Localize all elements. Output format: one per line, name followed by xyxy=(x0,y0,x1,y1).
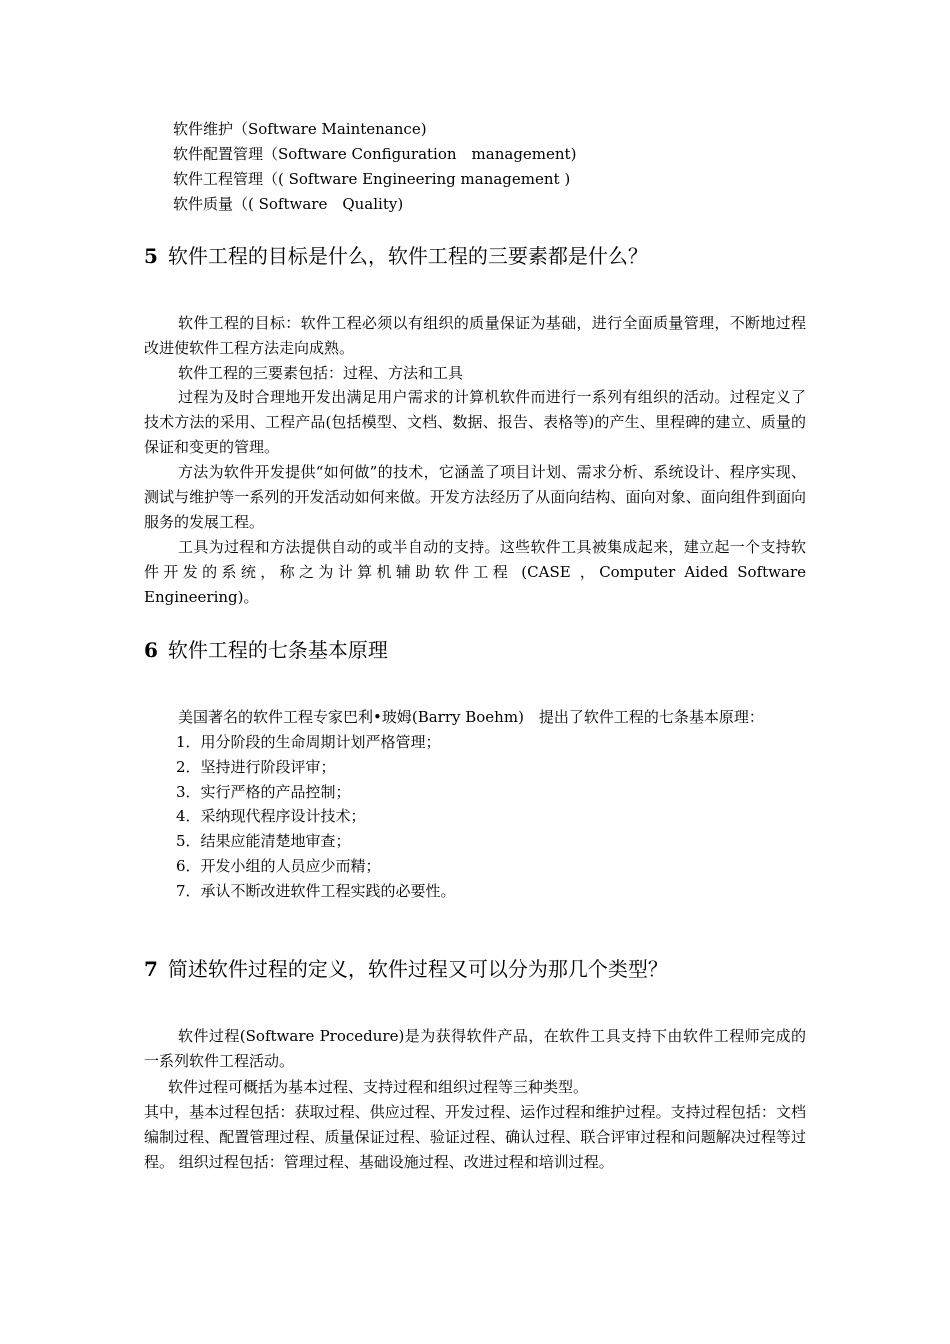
section-number: 6 xyxy=(144,638,158,662)
section-number: 5 xyxy=(144,244,158,268)
paragraph: 其中，基本过程包括：获取过程、供应过程、开发过程、运作过程和维护过程。支持过程包括：文档编制过程、配置管理过程、质量保证过程、验证过程、确认过程、联合评审过程和问题解决过程等过程。 组织过程包括：管理过程、基础设施过程、改进过程和培训过程。 xyxy=(144,1103,806,1171)
paragraph: 美国著名的软件工程专家巴利•玻姆(Barry Boehm) 提出了软件工程的七条基本原理： xyxy=(178,708,764,726)
section-6-heading xyxy=(144,637,388,663)
list-item: 6．开发小组的人员应少而精； xyxy=(176,857,381,875)
list-item: 1．用分阶段的生命周期计划严格管理； xyxy=(176,733,441,751)
list-item: 5．结果应能清楚地审查； xyxy=(176,832,351,850)
paragraph: 方法为软件开发提供“如何做”的技术，它涵盖了项目计划、需求分析、系统设计、程序实现、测试与维护等一系列的开发活动如何来做。开发方法经历了从面向结构、面向对象、面向组件到面向服务的发展工程。 xyxy=(144,463,806,531)
paragraph: 软件工程的三要素包括：过程、方法和工具 xyxy=(178,364,464,382)
list-item: 2．坚持进行阶段评审； xyxy=(176,758,336,776)
paragraph: 软件工程的目标：软件工程必须以有组织的质量保证为基础，进行全面质量管理，不断地过程改进使软件工程方法走向成熟。 xyxy=(144,314,806,357)
paragraph: 工具为过程和方法提供自动的或半自动的支持。这些软件工具被集成起来，建立起一个支持软件开发的系统，称之为计算机辅助软件工程 (CASE ，Computer Aided Software Engineering)。 xyxy=(144,538,806,606)
list-item: 软件工程管理（( Software Engineering management ) xyxy=(173,170,571,188)
section-title: 软件工程的七条基本原理 xyxy=(167,638,388,662)
section-title: 简述软件过程的定义，软件过程又可以分为那几个类型？ xyxy=(167,957,668,981)
section-title: 软件工程的目标是什么，软件工程的三要素都是什么？ xyxy=(167,244,648,268)
list-item: 软件维护（Software Maintenance) xyxy=(173,120,427,138)
list-item: 软件配置管理（Software Configuration management) xyxy=(173,145,577,163)
paragraph: 过程为及时合理地开发出满足用户需求的计算机软件而进行一系列有组织的活动。过程定义了技术方法的采用、工程产品(包括模型、文档、数据、报告、表格等)的产生、里程碑的建立、质量的保证和变更的管理。 xyxy=(144,388,806,456)
list-item: 3．实行严格的产品控制； xyxy=(176,783,351,801)
paragraph: 软件过程(Software Procedure)是为获得软件产品，在软件工具支持下由软件工程师完成的一系列软件工程活动。 xyxy=(144,1027,806,1070)
section-7-heading xyxy=(144,956,668,982)
section-5-heading xyxy=(144,243,648,269)
paragraph: 软件过程可概括为基本过程、支持过程和组织过程等三种类型。 xyxy=(168,1078,589,1096)
list-item: 7．承认不断改进软件工程实践的必要性。 xyxy=(176,882,456,900)
list-item: 4．采纳现代程序设计技术； xyxy=(176,807,366,825)
section-number: 7 xyxy=(144,957,158,981)
list-item: 软件质量（( Software Quality) xyxy=(173,195,404,213)
